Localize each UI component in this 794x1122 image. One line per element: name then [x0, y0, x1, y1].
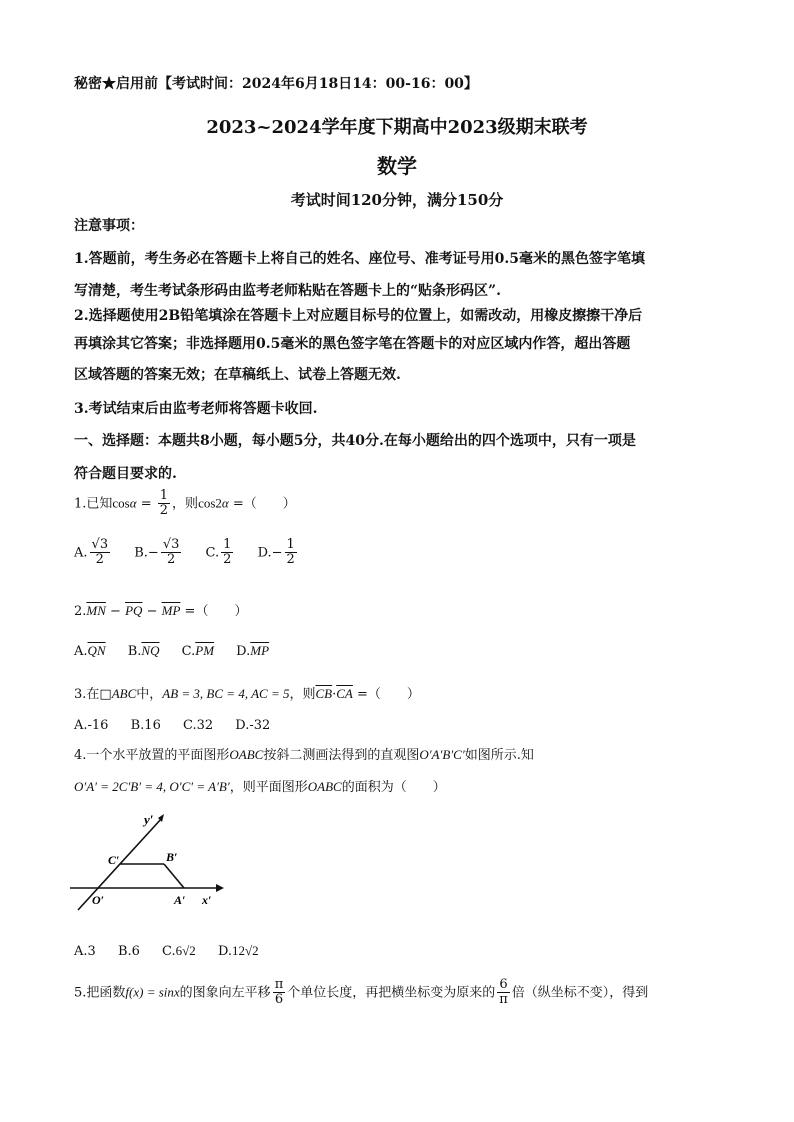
q1-den: 2: [159, 503, 169, 519]
q3-condition: AB = 3, BC = 4, AC = 5: [162, 686, 290, 701]
q1-cos: cos: [112, 495, 130, 511]
q4-text-4: ，则平面图形: [229, 780, 308, 795]
question-4-line1: [74, 744, 534, 763]
notes-heading: 注意事项：: [74, 218, 144, 234]
q4-option-a[interactable]: A.3: [74, 944, 96, 959]
label-x: x′: [202, 893, 212, 907]
q3-vector-ca: $\overline{CA}$: [336, 686, 353, 701]
q1-opt-a-frac: [90, 538, 111, 568]
q3-option-d[interactable]: D.-32: [235, 718, 271, 733]
q3-option-b[interactable]: B.16: [130, 718, 161, 733]
q1-opt-b-frac: [161, 538, 182, 568]
q5-shift-den: 6: [274, 992, 284, 1008]
q4-condition: O′A′ = 2C′B′ = 4, O′C′ = A′B′: [74, 779, 230, 794]
q1-opt-c-frac: [221, 538, 233, 568]
q1-opt-a-label: A.: [74, 545, 88, 561]
q1-alpha: α: [129, 495, 137, 511]
q1-opt-d-label: D.−: [257, 545, 283, 561]
label-y: y′: [144, 812, 154, 827]
label-o: O′: [92, 893, 105, 907]
q5-shift-num: π: [274, 977, 284, 992]
q2-opt-c-label: C.: [181, 644, 196, 659]
q3-options: [74, 718, 288, 733]
q4-opt-c-label: C.: [162, 944, 176, 959]
q4-shape-name-3: OABC: [307, 779, 342, 794]
q2-prefix: 2.: [74, 604, 87, 619]
oblique-diagram: [66, 808, 226, 916]
q3-then: ，则: [289, 687, 316, 702]
q3-option-c[interactable]: C.32: [182, 718, 214, 733]
q4-option-c[interactable]: [162, 943, 196, 959]
q2-opt-a-vector: $\overline{QN}$: [87, 643, 106, 658]
q1-opt-d-frac: [285, 538, 297, 568]
q1-options: [74, 538, 317, 568]
q5-text-2: 个单位长度，再把横坐标变为原来的: [287, 985, 496, 1001]
q1-cos2: cos2: [198, 495, 222, 511]
q2-opt-d-vector: $\overline{MP}$: [250, 643, 270, 658]
q3-tail: =（ ）: [357, 687, 420, 702]
section1-line2: 符合题目要求的.: [74, 466, 177, 482]
q1-opt-b-num: √3: [162, 537, 180, 552]
q1-alpha-2: α: [221, 495, 229, 511]
q3-vector-cb: $\overline{CB}$: [315, 686, 333, 701]
x-axis-arrow: [216, 884, 224, 892]
q1-fraction: [158, 489, 170, 519]
q1-option-a[interactable]: [74, 538, 112, 568]
q5-scale-den: π: [499, 992, 508, 1008]
q1-option-b[interactable]: [134, 538, 183, 568]
question-2: [74, 600, 247, 619]
q4-opt-c-value: 6√2: [175, 943, 196, 958]
q1-opt-a-num: √3: [91, 537, 109, 552]
label-c: C′: [108, 853, 120, 867]
q1-opt-d-num: 1: [286, 537, 295, 552]
q2-minus-2: −: [146, 604, 158, 619]
q4-opt-d-value: 12√2: [232, 943, 259, 958]
q5-scale-num: 6: [499, 977, 508, 992]
q2-vector-mn: $\overline{MN}$: [86, 603, 106, 618]
q5-function: f(x) = sinx: [125, 984, 180, 1000]
q1-opt-b-label: B.−: [134, 545, 159, 561]
q4-text-5: 的面积为（ ）: [341, 780, 446, 795]
q2-vector-mp: $\overline{MP}$: [161, 603, 181, 618]
q4-options: [74, 943, 277, 959]
q2-opt-a-label: A.: [74, 644, 88, 659]
q1-opt-a-den: 2: [95, 552, 104, 568]
question-5: [74, 978, 648, 1008]
q4-text-1: 4.一个水平放置的平面图形: [74, 748, 230, 763]
q1-opt-c-label: C.: [205, 545, 220, 561]
q2-opt-d-label: D.: [236, 644, 251, 659]
segment-b-a: [164, 864, 184, 888]
q4-text-3: 如图所示.知: [464, 748, 534, 763]
note-2a: 2.选择题使用2B铅笔填涂在答题卡上对应题目标号的位置上，如需改动，用橡皮擦擦干净后: [74, 308, 643, 324]
exam-title: 2023~2024学年度下期高中2023级期末联考: [206, 117, 588, 138]
q2-minus-1: −: [110, 604, 121, 619]
q2-option-d[interactable]: [236, 643, 269, 659]
q5-scale-fraction: [497, 978, 510, 1008]
q1-tail: =（ ）: [232, 496, 296, 512]
question-3: [74, 683, 420, 702]
exam-info: 考试时间120分钟，满分150分: [290, 191, 504, 209]
q1-then: ，则: [172, 496, 199, 512]
section1-line1: 一、选择题：本题共8小题，每小题5分，共40分.在每小题给出的四个选项中，只有一项是: [74, 433, 636, 449]
q2-opt-b-vector: $\overline{NQ}$: [141, 643, 160, 658]
question-4-line2: [74, 776, 446, 795]
q3-prefix: 3.在: [74, 687, 100, 702]
q4-opt-d-label: D.: [217, 944, 233, 959]
q1-option-c[interactable]: [206, 538, 236, 568]
note-1b: 写清楚，考生考试条形码由监考老师粘贴在答题卡上的“贴条形码区”.: [74, 283, 501, 299]
q1-prefix: 1.已知: [74, 496, 113, 512]
note-3: 3.考试结束后由监考老师将答题卡收回.: [74, 401, 318, 417]
q5-text-1: 的图象向左平移: [179, 985, 271, 1001]
q4-text-2: 按斜二测画法得到的直观图: [263, 748, 420, 763]
q3-option-a[interactable]: A.-16: [74, 718, 109, 733]
q1-opt-c-den: 2: [223, 552, 232, 568]
note-1a: 1.答题前，考生务必在答题卡上将自己的姓名、座位号、准考证号用0.5毫米的黑色签字笔填: [74, 251, 645, 267]
q1-eq: =: [140, 496, 152, 512]
q3-dot: ·: [332, 687, 337, 702]
q1-option-d[interactable]: [258, 538, 299, 568]
q1-opt-d-den: 2: [286, 552, 295, 568]
q1-num: 1: [159, 488, 169, 503]
note-2b: 再填涂其它答案；非选择题用0.5毫米的黑色签字笔在答题卡的对应区域内作答，超出答题: [74, 336, 631, 352]
q2-options: [74, 643, 287, 659]
note-2c: 区域答题的答案无效；在草稿纸上、试卷上答题无效.: [74, 367, 401, 383]
q5-shift-fraction: [273, 978, 286, 1008]
q1-opt-c-num: 1: [223, 537, 232, 552]
label-b: B′: [166, 850, 178, 864]
q4-shape-name-2: O′A′B′C′: [419, 747, 465, 762]
q5-text-3: 倍（纵坐标不变），得到: [511, 985, 649, 1001]
q1-opt-b-den: 2: [166, 552, 176, 568]
q4-option-b[interactable]: B.6: [117, 944, 140, 959]
label-a: A′: [174, 893, 186, 907]
q5-prefix: 5.把函数: [74, 985, 126, 1001]
q2-opt-c-vector: $\overline{PM}$: [195, 643, 215, 658]
secret-header: 秘密★启用前【考试时间：2024年6月18日14：00-16：00】: [74, 76, 478, 92]
q4-option-d[interactable]: [218, 943, 259, 959]
q2-tail: =（ ）: [184, 604, 248, 619]
q4-shape-name: OABC: [229, 747, 264, 762]
q3-triangle-name: ABC: [111, 686, 137, 701]
q2-option-b[interactable]: [128, 643, 160, 659]
q2-opt-b-label: B.: [127, 644, 142, 659]
q2-option-c[interactable]: [182, 643, 214, 659]
q3-mid: 中，: [136, 687, 163, 702]
q3-triangle-symbol: □: [99, 687, 112, 702]
question-1: [74, 489, 296, 519]
q2-vector-pq: $\overline{PQ}$: [125, 603, 143, 618]
subject-title: 数学: [377, 154, 417, 178]
q2-option-a[interactable]: [74, 643, 106, 659]
